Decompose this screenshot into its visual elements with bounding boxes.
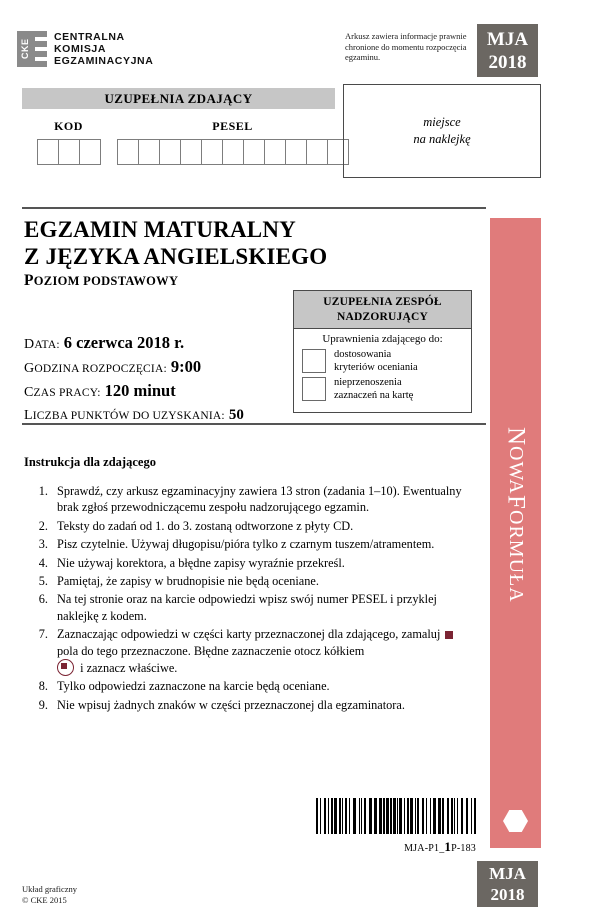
meta-points-label: ICZBA PUNKTÓW DO UZYSKANIA: — [32, 410, 225, 422]
divider-top — [22, 207, 486, 209]
instruction-number: 8. — [38, 679, 48, 694]
instruction-text: Nie używaj korektora, a błędne zapisy wyraźnie przekreśl. — [57, 555, 345, 570]
logo-line-1: CENTRALNA — [54, 31, 125, 43]
kod-input[interactable] — [37, 139, 100, 165]
pesel-cell[interactable] — [306, 139, 328, 165]
cke-logo — [17, 31, 153, 68]
sticker-line-1: miejsce — [423, 115, 461, 129]
meta-points — [24, 404, 294, 427]
instruction-item — [24, 573, 476, 589]
instruction-number: 9. — [38, 697, 48, 712]
title-line-1: EGZAMIN MATURALNY — [24, 217, 296, 242]
logo-line-3: EGZAMINACYJNA — [54, 55, 154, 68]
sticker-placeholder-box — [343, 84, 541, 178]
barcode-bar — [474, 798, 476, 834]
supervisor-section-body — [294, 329, 471, 412]
meta-date — [24, 332, 294, 356]
page-title — [24, 216, 327, 270]
meta-points-value: 50 — [228, 407, 244, 423]
permission-label-adaptation — [334, 349, 418, 374]
supervisor-head-line-1: UZUPEŁNIA ZESPÓŁ — [323, 296, 442, 308]
permission-adaptation-line-1: dostosowania — [334, 349, 392, 360]
logo-bar — [35, 47, 47, 51]
instruction-item — [24, 697, 476, 713]
exam-code-bottom: MJA — [489, 864, 526, 883]
permission-no-transfer-line-1: nieprzenoszenia — [334, 377, 402, 388]
supervisor-section — [293, 290, 472, 413]
instruction-text: Pamiętaj, że zapisy w brudnopisie nie będą oceniane. — [57, 574, 319, 589]
exam-level-rest: OZIOM PODSTAWOWY — [33, 274, 179, 288]
instruction-number: 2. — [38, 518, 48, 533]
meta-date-label: ATA: — [34, 339, 60, 351]
candidate-section-header: UZUPEŁNIA ZDAJĄCY — [22, 88, 335, 109]
permission-adaptation-line-2: kryteriów oceniania — [334, 361, 418, 373]
kod-field-group — [37, 119, 100, 165]
instruction-item — [24, 555, 476, 571]
new-formula-label — [490, 280, 541, 750]
meta-start-time — [24, 356, 294, 380]
meta-date-value: 6 czerwca 2018 r. — [63, 333, 185, 352]
supervisor-head-line-2: NADZORUJĄCY — [336, 310, 428, 323]
sticker-line-2: na naklejkę — [413, 132, 471, 146]
instruction-number: 6. — [38, 592, 48, 607]
instruction-text: Sprawdź, czy arkusz egzaminacyjny zawiera 13 stron (zadania 1–10). Ewentualny brak zgłoś przewodniczącemu zespołu nadzorującego egzamin. — [57, 484, 462, 515]
pesel-input[interactable] — [117, 139, 348, 165]
pesel-label: PESEL — [212, 119, 253, 133]
barcode-area — [316, 798, 476, 855]
instruction-item — [24, 518, 476, 534]
instructions-list — [24, 483, 476, 715]
cke-logo-mark-letters: CKE — [20, 39, 30, 60]
exam-meta-block — [24, 332, 294, 427]
meta-start-value: 9:00 — [170, 357, 202, 376]
pesel-cell[interactable] — [117, 139, 139, 165]
filled-square-icon — [445, 631, 453, 639]
rights-notice: Arkusz zawiera informacje prawnie chronione do momentu rozpoczęcia egzaminu. — [345, 31, 467, 63]
logo-line-2: KOMISJA — [54, 43, 107, 56]
meta-duration-value: 120 minut — [104, 381, 176, 400]
permission-checkbox-no-transfer[interactable] — [302, 377, 326, 401]
logo-bar — [35, 37, 47, 41]
meta-duration — [24, 380, 294, 404]
instruction-text: Pisz czytelnie. Używaj długopisu/pióra tylko z czarnym tuszem/atramentem. — [57, 537, 435, 552]
title-line-2: Z JĘZYKA ANGIELSKIEGO — [24, 244, 328, 269]
instruction-item — [24, 483, 476, 516]
instruction-item — [24, 536, 476, 552]
band-initial-1: N — [502, 427, 530, 447]
instruction-number: 4. — [38, 555, 48, 570]
pesel-cell[interactable] — [180, 139, 202, 165]
kod-label: KOD — [54, 119, 83, 133]
exam-code-top: MJA — [486, 28, 529, 50]
barcode-label — [316, 839, 476, 855]
permission-row-adaptation — [302, 349, 463, 374]
band-initial-2: F — [502, 495, 530, 510]
footer-line-1: Układ graficzny — [22, 884, 77, 894]
exam-year-top: 2018 — [488, 51, 527, 73]
instruction-text-part-c: i zaznacz właściwe. — [77, 661, 178, 676]
band-rest-2: ORMUŁA — [505, 509, 527, 603]
instruction-text: Na tej stronie oraz na karcie odpowiedzi wpisz swój numer PESEL i przyklej naklejkę z kodem. — [57, 592, 437, 623]
meta-date-initial: D — [24, 337, 35, 352]
instruction-number: 1. — [38, 484, 48, 498]
cke-logo-text — [54, 31, 153, 68]
permission-checkbox-adaptation[interactable] — [302, 349, 326, 373]
instruction-item — [24, 626, 476, 676]
meta-start-label: ODZINA ROZPOCZĘCIA: — [34, 363, 167, 375]
permission-no-transfer-line-2: zaznaczeń na kartę — [334, 389, 414, 401]
instruction-number: 5. — [38, 574, 48, 589]
new-formula-band — [490, 218, 541, 848]
pesel-cell[interactable] — [222, 139, 244, 165]
pesel-cell[interactable] — [201, 139, 223, 165]
logo-bar — [35, 57, 47, 61]
instruction-text: Nie wpisuj żadnych znaków w części przeznaczonej dla egzaminatora. — [57, 697, 405, 712]
hexagon-icon — [503, 810, 528, 832]
supervisor-section-header — [294, 291, 471, 329]
exam-code-badge-top — [477, 24, 538, 77]
meta-points-initial: L — [24, 408, 33, 423]
meta-start-initial: G — [24, 361, 35, 376]
footer-credit — [22, 884, 77, 905]
band-rest-1: OWA — [505, 446, 527, 496]
instruction-item — [24, 591, 476, 624]
exam-level-initial: P — [24, 272, 34, 289]
permission-label-no-transfer — [334, 377, 413, 402]
instructions-heading: Instrukcja dla zdającego — [24, 455, 156, 469]
kod-cell[interactable] — [58, 139, 80, 165]
pesel-cell[interactable] — [159, 139, 181, 165]
pesel-cell[interactable] — [138, 139, 160, 165]
instruction-item — [24, 678, 476, 694]
instruction-number: 3. — [38, 537, 48, 552]
barcode-prefix: MJA-P1_ — [404, 843, 445, 854]
footer-line-2: © CKE 2015 — [22, 894, 67, 905]
kod-cell[interactable] — [79, 139, 101, 165]
instruction-text: Teksty do zadań od 1. do 3. zostaną odtworzone z płyty CD. — [57, 518, 354, 533]
circled-square-icon — [57, 659, 74, 676]
instruction-text: Tylko odpowiedzi zaznaczone na karcie będą oceniane. — [57, 679, 330, 694]
pesel-cell[interactable] — [243, 139, 265, 165]
permission-row-no-transfer — [302, 377, 463, 402]
instruction-text-part-a: Zaznaczając odpowiedzi w części karty przeznaczonej dla zdającego, zamaluj — [57, 627, 444, 642]
barcode-image — [316, 798, 476, 834]
pesel-cell[interactable] — [285, 139, 307, 165]
pesel-field-group — [117, 119, 348, 165]
pesel-cell[interactable] — [264, 139, 286, 165]
meta-duration-label: ZAS PRACY: — [33, 387, 101, 399]
exam-code-badge-bottom — [477, 861, 538, 907]
instruction-text-part-b: pola do tego przeznaczone. Błędne zaznaczenie otocz kółkiem — [57, 643, 365, 658]
meta-duration-initial: C — [24, 385, 34, 400]
kod-cell[interactable] — [37, 139, 59, 165]
cke-logo-mark-icon — [17, 31, 47, 67]
barcode-variant: 1 — [444, 839, 452, 854]
instruction-text — [57, 626, 476, 676]
exam-level — [24, 272, 178, 290]
supervisor-subtitle: Uprawnienia zdającego do: — [322, 333, 443, 345]
instruction-number: 7. — [38, 627, 48, 642]
exam-year-bottom: 2018 — [490, 885, 525, 904]
barcode-suffix: P-183 — [451, 843, 476, 854]
